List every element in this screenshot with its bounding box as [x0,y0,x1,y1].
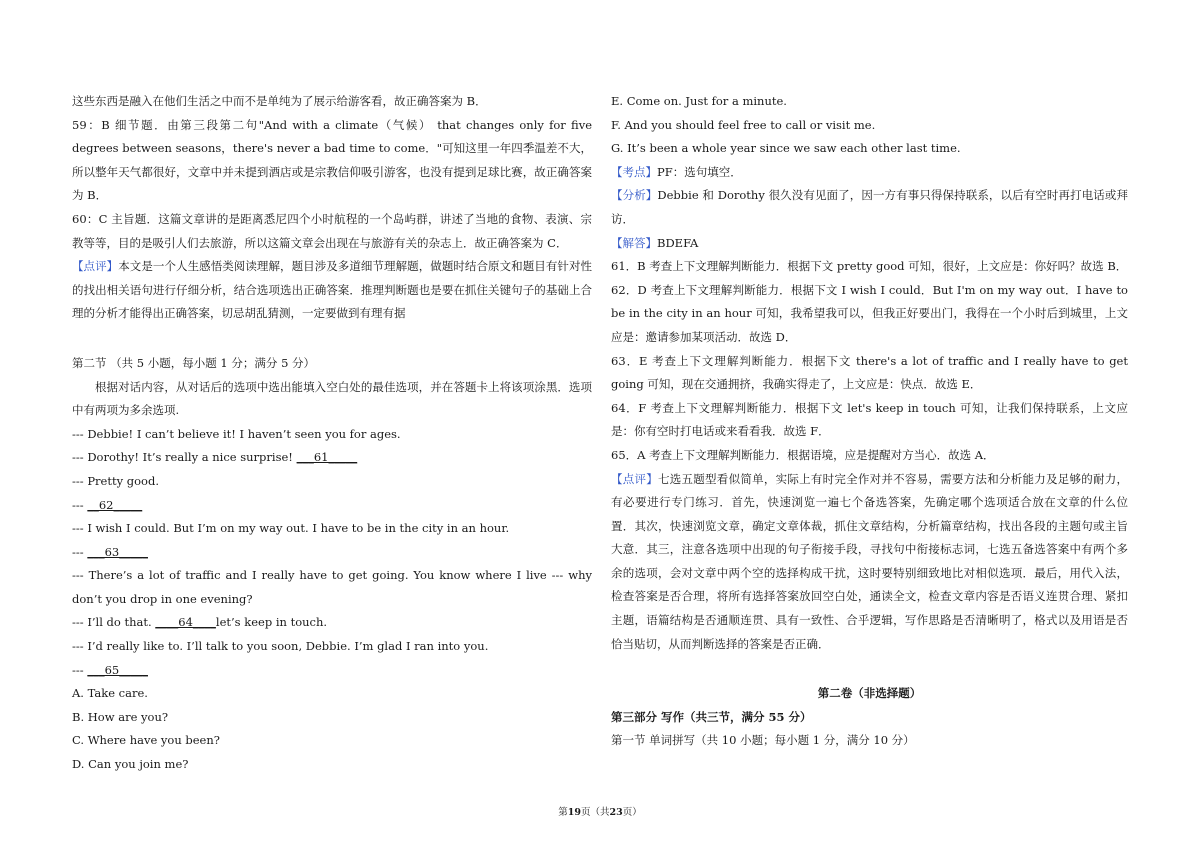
page-footer [0,804,1200,818]
comment-paragraph [72,255,592,326]
section2-title: 第二节 （共 5 小题，每小题 1 分；满分 5 分） [72,355,316,370]
answer-59: 59：B 细节题．由第三段第二句"And with a climate（气候） that changes only for five degrees between seasons，there's never a bad time to come．"可知这里一年四季温差不大，所以整年天气都很好，文章中并未提到酒店或是宗教信仰吸引游客，也没有提到足球比赛，故正确答案为 B． [72,117,592,203]
dialogue-text: let’s keep in touch. [215,615,328,630]
dialogue-text: --- [72,544,88,559]
option-f: F. And you should feel free to call or visit me. [611,117,876,132]
dialogue-line-7: --- There’s a lot of traffic and I really have to get going. You know where I live --- why don’t you drop in one evening? [72,568,592,606]
comment-tag: 【点评】 [611,471,659,486]
kaodian-text: PF：选句填空． [657,164,742,179]
dialogue-line-3: --- Pretty good. [72,473,159,488]
dialogue-line-9: --- I’d really like to. I’ll talk to you soon, Debbie. I’m glad I ran into you. [72,639,489,654]
dialogue-line-5: --- I wish I could. But I’m on my way out. I have to be in the city in an hour. [72,521,510,536]
page-total: 23 [609,807,623,818]
left-column [72,90,592,777]
comment-text: 七选五题型看似简单，实际上有时完全作对并不容易，需要方法和分析能力及足够的耐力，有必要进行专门练习．首先，快速浏览一遍七个备选答案，先确定哪个选项适合放在文章的什么位置．其次，快速浏览文章，确定文章体裁，抓住文章结构，分析篇章结构，找出各段的主题句或主旨大意．其三，注意各选项中出现的句子衔接手段，寻找句中衔接标志词，七选五备选答案中有两个多余的选项，会对文章中两个空的选择构成干扰，这时要特别细致地比对相似选项．最后，用代入法，检查答案是否合理，将所有选择答案放回空白处，通读全文，检查文章内容是否语义连贯合理、紧扣主题，语篇结构是否通顺连贯、具有一致性、合乎逻辑，写作思路是否清晰明了，格式以及用语是否恰当贴切，从而判断选择的答案是否正确． [611,471,1129,651]
fenxi-tag: 【分析】 [611,188,658,203]
dialogue-text: --- I’ll do that. [72,615,156,630]
blank-62: __62_____ [87,497,143,512]
comment-tag: 【点评】 [72,259,119,274]
section2-instructions: 根据对话内容，从对话后的选项中选出能填入空白处的最佳选项，并在答题卡上将该项涂黑．选项中有两项为多余选项. [72,379,592,418]
dialogue-line-1: --- Debbie! I can’t believe it! I haven’t seen you for ages. [72,426,401,441]
dialogue-line-8 [72,611,592,635]
dialogue-text: --- [72,497,88,512]
footer-text: 第 [558,807,568,818]
answer-62: 62．D 考查上下文理解判断能力．根据下文 I wish I could．But I'm on my way out．I have to be in the city in an hour 可知，我希望我可以，但我正好要出门，我得在一个小时后到城里，上文应是：邀请参加某项活动．故选 D． [611,282,1128,344]
section1-title: 第一节 单词拼写（共 10 小题；每小题 1 分，满分 10 分） [611,733,915,748]
answer-63: 63．E 考查上下文理解判断能力．根据下文 there's a lot of traffic and I really have to get going 可知，现在交通拥挤，我确实得走了，上文应是：快点．故选 E． [611,353,1128,392]
jieda-tag: 【解答】 [611,235,657,250]
option-a: A. Take care. [72,686,148,701]
answer-60: 60：C 主旨题．这篇文章讲的是距离悉尼四个小时航程的一个岛屿群，讲述了当地的食物、表演、宗教等等，目的是吸引人们去旅游，所以这篇文章会出现在与旅游有关的杂志上．故正确答案为 C． [72,211,592,250]
comment-paragraph [611,468,1128,657]
dialogue-line-2 [72,446,592,470]
dialogue-line-10 [72,659,592,683]
answer-65: 65．A 考查上下文理解判断能力．根据语境，应是提醒对方当心．故选 A． [611,447,995,462]
jieda-paragraph [611,232,1128,256]
kaodian-paragraph [611,161,1128,185]
fenxi-paragraph [611,184,1128,231]
page-number: 19 [567,807,581,818]
dialogue-text: --- [72,662,88,677]
option-c: C. Where have you been? [72,733,220,748]
blank-63: ___63_____ [87,544,148,559]
answer-61: 61．B 考查上下文理解判断能力．根据下文 pretty good 可知，很好，上文应是：你好吗？故选 B． [611,259,1128,274]
paragraph-conclusion: 这些东西是融入在他们生活之中而不是单纯为了展示给游客看，故正确答案为 B． [72,94,487,108]
option-b: B. How are you? [72,709,169,724]
footer-text: 页（共 [580,807,610,818]
footer-text: 页） [622,807,642,818]
option-g: G. It’s been a whole year since we saw each other last time. [611,141,961,156]
blank-61: ___61_____ [296,450,358,465]
comment-text: 本文是一个人生感悟类阅读理解，题目涉及多道细节理解题，做题时结合原文和题目有针对性的找出相关语句进行仔细分析，结合选项选出正确答案．推理判断题也是要在抓住关键句子的基础上合理的分析才能得出正确答案，切忌胡乱猜测，一定要做到有理有据 [72,259,593,321]
kaodian-tag: 【考点】 [611,164,657,179]
option-d: D. Can you join me? [72,757,189,772]
dialogue-text: --- Dorothy! It’s really a nice surprise! [72,450,297,465]
blank-65: ___65_____ [87,662,148,677]
blank-64: ____64____ [155,615,216,630]
jieda-text: BDEFA [657,235,699,250]
part3-title: 第三部分 写作（共三节，满分 55 分） [611,709,812,724]
right-column [611,90,1128,753]
fenxi-text: Debbie 和 Dorothy 很久没有见面了，因一方有事只得保持联系，以后有空时再打电话或拜访． [611,188,1128,226]
option-e: E. Come on. Just for a minute. [611,94,787,108]
dialogue-line-6 [72,541,592,565]
volume2-title: 第二卷（非选择题） [817,686,922,701]
answer-64: 64．F 考查上下文理解判断能力．根据下文 let's keep in touch 可知，让我们保持联系，上文应是：你有空时打电话或来看看我．故选 F． [611,400,1128,439]
dialogue-line-4 [72,494,592,518]
